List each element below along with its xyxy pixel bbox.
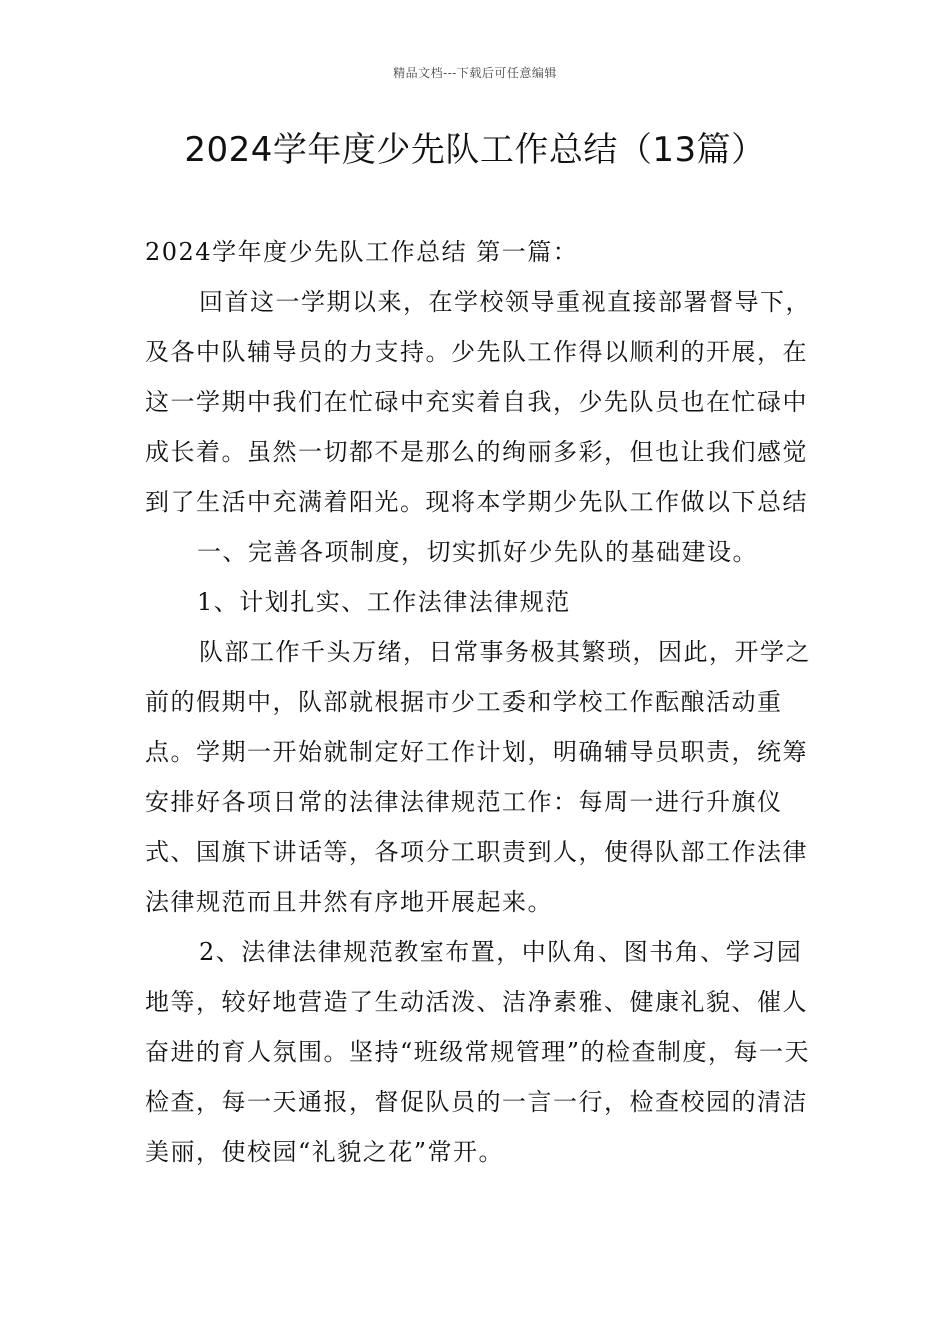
document-body (145, 227, 825, 1177)
paragraph-classroom: 2、法律法律规范教室布置，中队角、图书角、学习园地等，较好地营造了生动活泼、洁净素雅、健康礼貌、催人奋进的育人氛围。坚持“班级常规管理”的检查制度，每一天检查，每一天通报，督促队员的一言一行，检查校园的清洁美丽，使校园“礼貌之花”常开。 (145, 938, 811, 1166)
header-note: 精品文档---下载后可任意编辑 (393, 66, 557, 80)
document-title: 2024学年度少先队工作总结（13篇） (184, 130, 766, 170)
paragraph-intro: 回首这一学期以来，在学校领导重视直接部署督导下，及各中队辅导员的力支持。少先队工作得以顺利的开展，在这一学期中我们在忙碌中充实着自我，少先队员也在忙碌中成长着。虽然一切都不是那么的绚丽多彩，但也让我们感觉到了生活中充满着阳光。现将本学期少先队工作做以下总结 (145, 288, 811, 516)
paragraph-heading-1: 一、完善各项制度，切实抓好少先队的基础建设。 (197, 538, 758, 566)
paragraph-plan: 队部工作千头万绪，日常事务极其繁琐，因此，开学之前的假期中，队部就根据市少工委和学校工作酝酿活动重点。学期一开始就制定好工作计划，明确辅导员职责，统筹安排好各项日常的法律法律规范工作：每周一进行升旗仪式、国旗下讲话等，各项分工职责到人，使得队部工作法律法律规范而且井然有序地开展起来。 (145, 638, 811, 916)
section-heading: 2024学年度少先队工作总结 第一篇： (145, 238, 579, 266)
paragraph-subheading-1: 1、计划扎实、工作法律法律规范 (197, 588, 571, 616)
